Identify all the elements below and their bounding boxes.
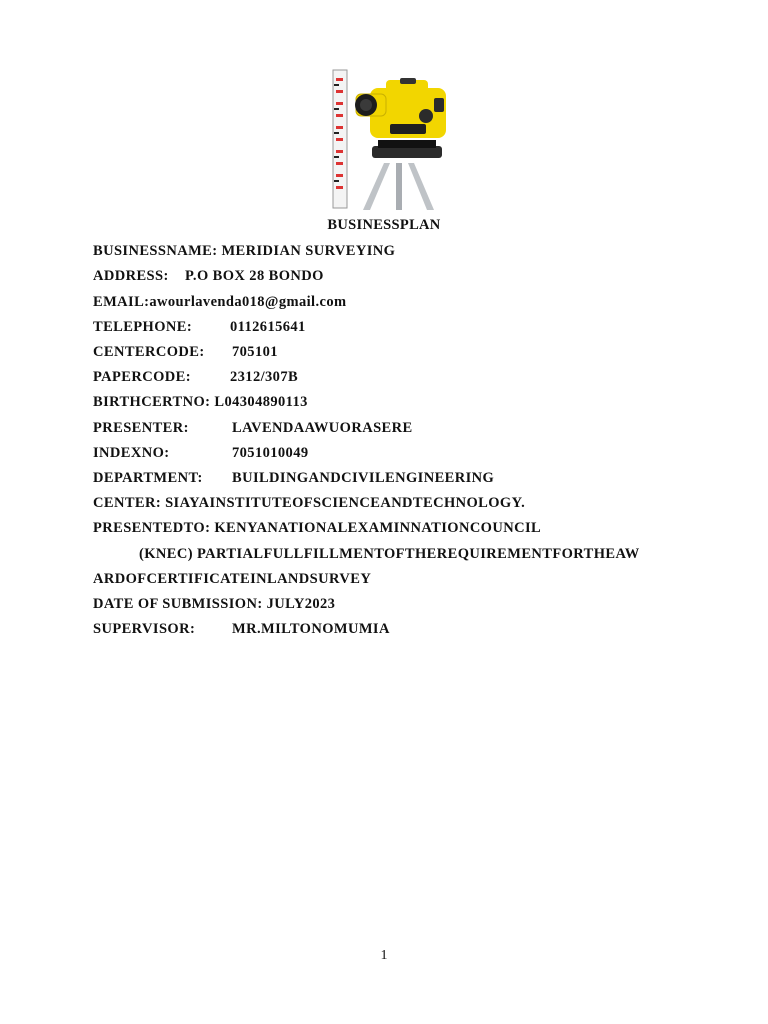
- department-label: DEPARTMENT:: [93, 470, 203, 486]
- center-label: CENTER: SIAYAINSTITUTEOFSCIENCEANDTECHNOLOGY.: [93, 495, 526, 511]
- birthcert-label: BIRTHCERTNO: L04304890113: [93, 394, 308, 410]
- submission-date-label: DATE OF SUBMISSION: JULY2023: [93, 596, 336, 612]
- document-title: BUSINESSPLAN: [327, 217, 441, 233]
- indexno-value: 7051010049: [232, 445, 309, 461]
- papercode-label: PAPERCODE:: [93, 369, 191, 385]
- submission-date-line: [93, 596, 335, 613]
- supervisor-line: [93, 621, 390, 638]
- centercode-value: 705101: [232, 344, 278, 360]
- knec-text: (KNEC) PARTIALFULLFILLMENTOFTHEREQUIREMENTFORTHEAW: [139, 546, 640, 562]
- email-label: EMAIL:awourlavenda018@gmail.com: [93, 294, 347, 310]
- email-line: [93, 294, 346, 311]
- business-name-label: BUSINESSNAME: MERIDIAN SURVEYING: [93, 243, 396, 259]
- department-line: [93, 470, 495, 487]
- indexno-label: INDEXNO:: [93, 445, 170, 461]
- surveying-instrument-logo: [330, 68, 450, 210]
- award-text: ARDOFCERTIFICATEINLANDSURVEY: [93, 571, 372, 587]
- telephone-line: [93, 319, 306, 336]
- indexno-line: [93, 445, 309, 462]
- centercode-line: [93, 344, 278, 361]
- telephone-label: TELEPHONE:: [93, 319, 193, 335]
- supervisor-value: MR.MILTONOMUMIA: [232, 621, 390, 637]
- birthcert-line: [93, 394, 308, 411]
- business-name-line: [93, 243, 395, 260]
- address-label: ADDRESS:: [93, 268, 169, 284]
- papercode-line: [93, 369, 299, 386]
- department-value: BUILDINGANDCIVILENGINEERING: [232, 470, 495, 486]
- presented-to-label: PRESENTEDTO: KENYANATIONALEXAMINNATIONCOUNCIL: [93, 520, 542, 536]
- page-number: 1: [380, 948, 388, 963]
- presenter-label: PRESENTER:: [93, 420, 189, 436]
- knec-line: [139, 546, 640, 563]
- telephone-value: 0112615641: [230, 319, 306, 335]
- address-line: [93, 268, 324, 285]
- presenter-value: LAVENDAAWUORASERE: [232, 420, 413, 436]
- presenter-line: [93, 420, 413, 437]
- presented-to-line: [93, 520, 541, 537]
- centercode-label: CENTERCODE:: [93, 344, 205, 360]
- award-line: [93, 571, 371, 588]
- papercode-value: 2312/307B: [230, 369, 299, 385]
- supervisor-label: SUPERVISOR:: [93, 621, 196, 637]
- center-line: [93, 495, 525, 512]
- address-value: P.O BOX 28 BONDO: [185, 268, 324, 284]
